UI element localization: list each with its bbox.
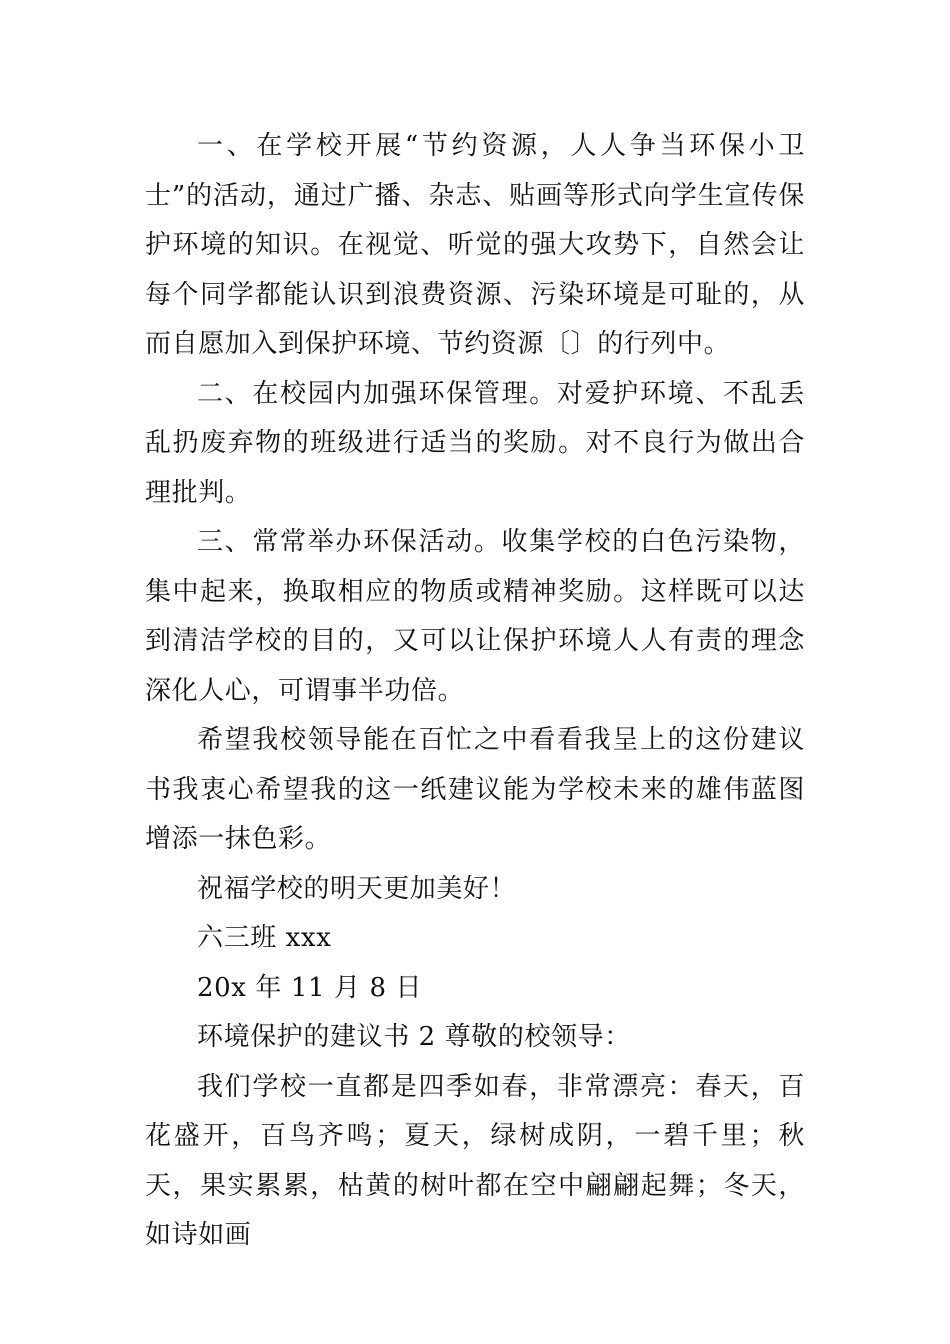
document-page — [145, 122, 805, 1261]
signature-class: 六三班 xxx — [197, 923, 332, 953]
closing-wish: 祝福学校的明天更加美好！ — [197, 873, 517, 904]
paragraph-5: 我们学校一直都是四季如春，非常漂亮：春天，百花盛开，百鸟齐鸣；夏天，绿树成阴，一碧千里；秋天，果实累累，枯黄的树叶都在空中翩翩起舞；冬天，如诗如画 — [145, 1071, 805, 1250]
paragraph-4: 希望我校领导能在百忙之中看看我呈上的这份建议书我衷心希望我的这一纸建议能为学校未来的雄伟蓝图增添一抹色彩。 — [145, 725, 805, 854]
paragraph-2: 二、在校园内加强环保管理。对爱护环境、不乱丢乱扔废弃物的班级进行适当的奖励。对不良行为做出合理批判。 — [145, 378, 805, 508]
signature-date: 20x 年 11 月 8 日 — [197, 972, 423, 1003]
paragraph-3: 三、常常举办环保活动。收集学校的白色污染物，集中起来，换取相应的物质或精神奖励。这样既可以达到清洁学校的目的，又可以让保护环境人人有责的理念深化人心，可谓事半功倍。 — [145, 527, 805, 706]
second-letter-heading: 环境保护的建议书 2 尊敬的校领导： — [197, 1022, 631, 1052]
paragraph-1: 一、在学校开展“节约资源，人人争当环保小卫士”的活动，通过广播、杂志、贴画等形式向学生宣传保护环境的知识。在视觉、听觉的强大攻势下，自然会让每个同学都能认识到浪费资源、污染环境是可耻的，从而自愿加入到保护环境、节约资源〔〕的行列中。 — [145, 131, 805, 359]
